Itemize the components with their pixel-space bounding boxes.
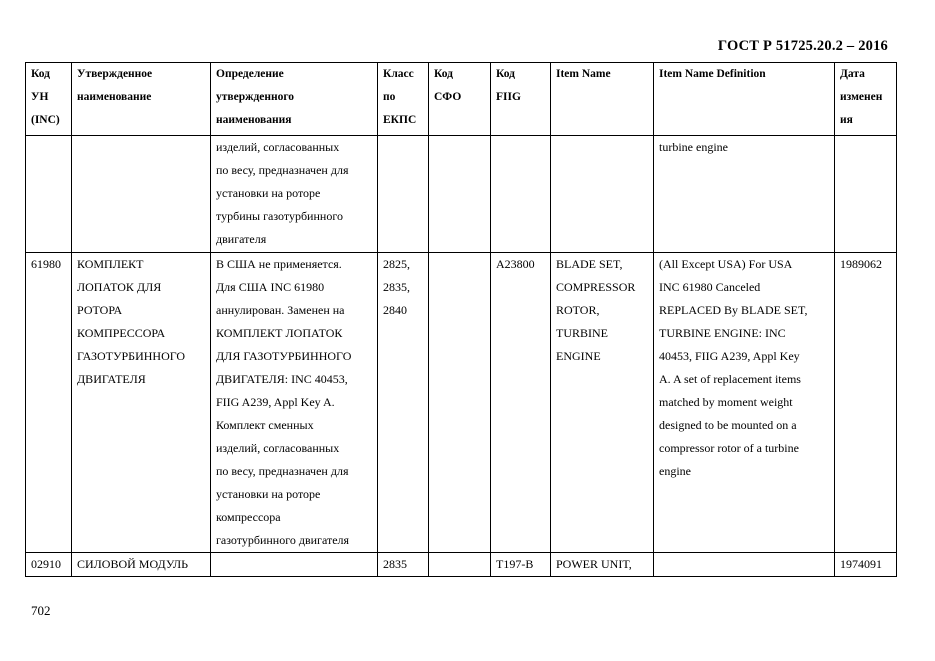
text-line: КОМПЛЕКТ xyxy=(77,257,144,271)
text-line: Комплект сменных xyxy=(216,418,314,432)
text-line: наименование xyxy=(77,91,152,103)
cell-class xyxy=(378,553,429,577)
text-line: 2840 xyxy=(383,303,407,317)
text-line: Определение xyxy=(216,68,284,80)
text-line: ГАЗОТУРБИННОГО xyxy=(77,349,186,363)
header-sfo-code xyxy=(429,63,491,136)
text-line: TURBINE ENGINE: INC xyxy=(659,326,786,340)
text-line: T197-B xyxy=(496,557,534,571)
cell-inc-code xyxy=(26,253,72,553)
text-line: установки на роторе xyxy=(216,186,321,200)
text-line: по весу, предназначен для xyxy=(216,163,349,177)
text-line: Для США INC 61980 xyxy=(216,280,325,294)
header-row xyxy=(26,63,897,136)
text-line: 2835 xyxy=(383,557,407,571)
text-line: по весу, предназначен для xyxy=(216,464,349,478)
text-line: A23800 xyxy=(496,257,535,271)
text-line: КОМПРЕССОРА xyxy=(77,326,166,340)
text-line: Код xyxy=(31,68,51,80)
text-line: ДЛЯ ГАЗОТУРБИННОГО xyxy=(216,349,352,363)
text-line: ENGINE xyxy=(556,349,601,363)
cell-item-name xyxy=(551,253,654,553)
cell-sfo-code xyxy=(429,136,491,253)
cell-approved-name xyxy=(72,553,211,577)
text-line: INC 61980 Canceled xyxy=(659,280,761,294)
text-line: изменен xyxy=(840,91,883,103)
cell-definition-ru xyxy=(211,253,378,553)
cell-inc-code xyxy=(26,553,72,577)
header-class xyxy=(378,63,429,136)
text-line: ЛОПАТОК ДЛЯ xyxy=(77,280,162,294)
text-line: 1974091 xyxy=(840,557,882,571)
cell-change-date xyxy=(835,136,897,253)
cell-sfo-code xyxy=(429,553,491,577)
text-line: турбины газотурбинного xyxy=(216,209,343,223)
header-change-date xyxy=(835,63,897,136)
text-line: Код xyxy=(496,68,516,80)
cell-definition-ru xyxy=(211,136,378,253)
text-line: 2825, xyxy=(383,257,410,271)
text-line: ROTOR, xyxy=(556,303,600,317)
text-line: СФО xyxy=(434,91,462,103)
text-line: turbine engine xyxy=(659,140,728,154)
text-line: КОМПЛЕКТ ЛОПАТОК xyxy=(216,326,343,340)
page-number: 702 xyxy=(31,603,51,618)
cell-fiig-code xyxy=(491,253,551,553)
text-line: наименования xyxy=(216,114,292,126)
text-line: Item Name Definition xyxy=(659,68,766,80)
text-line: аннулирован. Заменен на xyxy=(216,303,345,317)
text-line: изделий, согласованных xyxy=(216,441,340,455)
text-line: по xyxy=(383,91,396,103)
cell-definition-ru xyxy=(211,553,378,577)
text-line: REPLACED By BLADE SET, xyxy=(659,303,808,317)
text-line: ДВИГАТЕЛЯ: INC 40453, xyxy=(216,372,348,386)
text-line: УН xyxy=(31,91,49,103)
text-line: FIIG A239, Appl Key A. xyxy=(216,395,335,409)
text-line: 02910 xyxy=(31,557,61,571)
text-line: FIIG xyxy=(496,91,521,103)
header-inc-code xyxy=(26,63,72,136)
cell-approved-name xyxy=(72,136,211,253)
table-row xyxy=(26,553,897,577)
cell-class xyxy=(378,253,429,553)
text-line: 1989062 xyxy=(840,257,882,271)
text-line: designed to be mounted on a xyxy=(659,418,797,432)
table-row xyxy=(26,136,897,253)
text-line: (All Except USA) For USA xyxy=(659,257,793,271)
text-line: ДВИГАТЕЛЯ xyxy=(77,372,146,386)
cell-approved-name xyxy=(72,253,211,553)
cell-item-definition xyxy=(654,253,835,553)
text-line: TURBINE xyxy=(556,326,608,340)
cell-item-name xyxy=(551,553,654,577)
header-name-definition-ru xyxy=(211,63,378,136)
cell-item-name xyxy=(551,136,654,253)
text-line: компрессора xyxy=(216,510,281,524)
text-line: В США не применяется. xyxy=(216,257,342,271)
text-line: утвержденного xyxy=(216,91,295,103)
cell-item-definition xyxy=(654,136,835,253)
table-row xyxy=(26,253,897,553)
text-line: COMPRESSOR xyxy=(556,280,636,294)
text-line: engine xyxy=(659,464,691,478)
header-item-name xyxy=(551,63,654,136)
text-line: A. A set of replacement items xyxy=(659,372,801,386)
cell-item-definition xyxy=(654,553,835,577)
cell-fiig-code xyxy=(491,553,551,577)
text-line: установки на роторе xyxy=(216,487,321,501)
header-approved-name xyxy=(72,63,211,136)
text-line: изделий, согласованных xyxy=(216,140,340,154)
text-line: газотурбинного двигателя xyxy=(216,533,350,547)
text-line: Код xyxy=(434,68,454,80)
text-line: 2835, xyxy=(383,280,410,294)
text-line: POWER UNIT, xyxy=(556,557,632,571)
text-line: СИЛОВОЙ МОДУЛЬ xyxy=(77,557,189,571)
cell-change-date xyxy=(835,253,897,553)
cell-class xyxy=(378,136,429,253)
cell-inc-code xyxy=(26,136,72,253)
text-line: 61980 xyxy=(31,257,61,271)
cell-sfo-code xyxy=(429,253,491,553)
cell-change-date xyxy=(835,553,897,577)
text-line: Дата xyxy=(840,68,865,80)
header-fiig-code xyxy=(491,63,551,136)
text-line: compressor rotor of a turbine xyxy=(659,441,799,455)
text-line: ЕКПС xyxy=(383,114,417,126)
standard-designation: ГОСТ Р 51725.20.2 – 2016 xyxy=(717,38,888,54)
text-line: Класс xyxy=(383,68,414,80)
text-line: ия xyxy=(840,114,853,126)
header-item-name-definition xyxy=(654,63,835,136)
text-line: Item Name xyxy=(556,68,611,80)
inc-table xyxy=(25,62,897,577)
text-line: (INC) xyxy=(31,114,60,126)
text-line: РОТОРА xyxy=(77,303,123,317)
cell-fiig-code xyxy=(491,136,551,253)
text-line: matched by moment weight xyxy=(659,395,793,409)
text-line: Утвержденное xyxy=(77,68,153,80)
text-line: двигателя xyxy=(216,232,267,246)
text-line: 40453, FIIG A239, Appl Key xyxy=(659,349,800,363)
text-line: BLADE SET, xyxy=(556,257,623,271)
